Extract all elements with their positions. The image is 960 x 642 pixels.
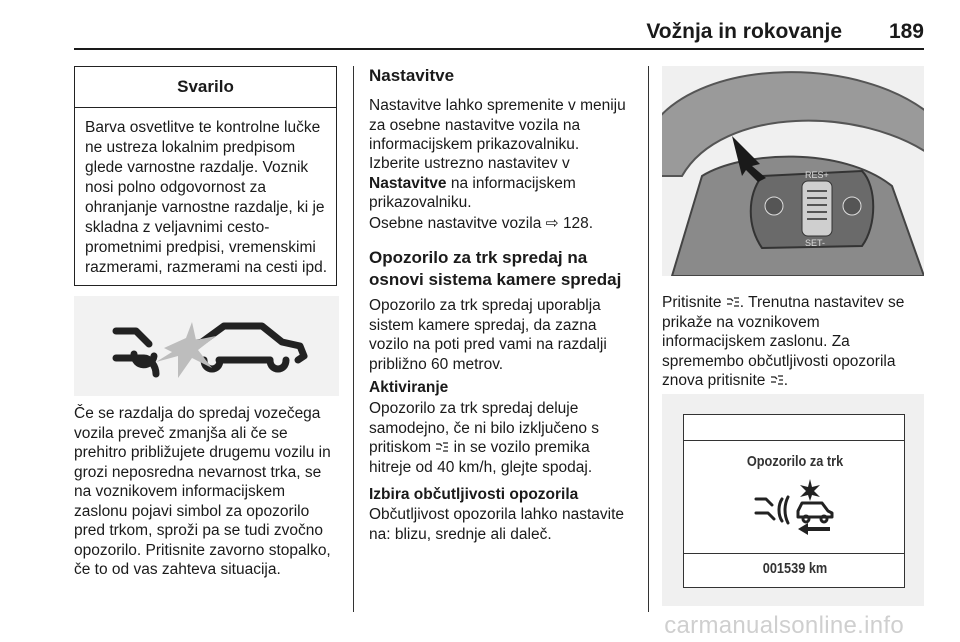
display-top-line	[684, 440, 904, 441]
display-odometer: 001539 km	[762, 560, 828, 577]
arrow-ref-icon: ⇨	[545, 215, 559, 232]
watermark: carmanualsonline.info	[664, 612, 904, 639]
collision-description: Če se razdalja do spredaj vozečega vozila preveč zmanjša ali če se prehitro približujete drugemu vozilu in grozi neposredna nevarnost trka, se na voznikovem informacijskem zaslonu pojavi simbol za opozorilo pred trkom, sproži pa se tudi zvočno opozorilo. Pritisnite zavorno stopalko, če to od vas zahteva situacija.	[74, 405, 331, 578]
settings-select-text-end: na informacijskem prikazovalniku.	[369, 174, 576, 211]
steering-wheel-illustration	[662, 66, 924, 276]
fcw-press-paragraph	[662, 293, 926, 391]
activation-text-end: in se vozilo premika hitreje od 40 km/h, glejte spodaj.	[369, 439, 593, 476]
fcw-heading: Opozorilo za trk spredaj na osnovi sistema kamere spredaj	[369, 248, 622, 289]
res-label: RES+	[805, 170, 829, 180]
settings-select-text: Izberite ustrezno nastavitev v	[369, 155, 570, 172]
running-header: Vožnja in rokovanje	[646, 20, 842, 43]
display-bottom-line	[684, 553, 904, 554]
press-text-end: .	[783, 372, 789, 389]
collision-warning-icon	[750, 477, 840, 537]
press-text-middle: . Trenutna nastavitev se prikaže na voznikovem informacijskem zaslonu. Za spremembo občutljivosti opozorila znova pritisnite	[662, 294, 905, 389]
collision-illustration	[74, 296, 339, 396]
activation-text: Opozorilo za trk spredaj deluje samodejno, če ni bilo izključeno s pritiskom	[369, 400, 600, 456]
column-divider-2	[648, 66, 649, 612]
personal-settings-page[interactable]: 128.	[562, 215, 594, 232]
sensitivity-paragraph: Občutljivost opozorila lahko nastavite na: blizu, srednje ali daleč.	[369, 506, 625, 543]
set-label: SET-	[805, 238, 826, 248]
press-text: Pritisnite	[662, 294, 726, 311]
sensitivity-heading: Izbira občutljivosti opozorila	[369, 486, 579, 503]
personal-settings-text: Osebne nastavitve vozila	[369, 215, 546, 232]
page-number: 189	[888, 20, 924, 43]
warning-heading: Svarilo	[75, 67, 336, 108]
activation-paragraph	[369, 399, 633, 477]
settings-menu-name: Nastavitve	[369, 174, 447, 192]
fcw-button-icon	[435, 441, 449, 453]
fcw-button-icon	[726, 296, 740, 308]
fcw-paragraph: Opozorilo za trk spredaj uporablja sistem kamere spredaj, da zazna vozilo na poti pred vami na razdalji približno 60 metrov.	[369, 297, 607, 373]
fcw-button-icon	[770, 374, 784, 386]
settings-heading: Nastavitve	[369, 66, 455, 85]
warning-body: Barva osvetlitve te kontrolne lučke ne ustreza lokalnim predpisom glede varnostne razdalje. Voznik nosi polno odgovornost za ohranjanje varnostne razdalje, ki je skladna z veljavnimi cesto-prometnimi predpisi, vremenskimi razmerami, razmerami na cesti ipd.	[85, 119, 328, 276]
personal-settings-ref	[369, 214, 633, 234]
driver-display-screen	[683, 414, 905, 588]
column-divider-1	[353, 66, 354, 612]
warning-box	[74, 66, 337, 286]
settings-select-paragraph	[369, 154, 633, 213]
activation-heading: Aktiviranje	[369, 379, 449, 396]
settings-paragraph: Nastavitve lahko spremenite v meniju za osebne nastavitve vozila na informacijskem prikazovalniku.	[369, 97, 626, 153]
display-title: Opozorilo za trk	[746, 453, 844, 470]
header-rule	[74, 48, 924, 50]
